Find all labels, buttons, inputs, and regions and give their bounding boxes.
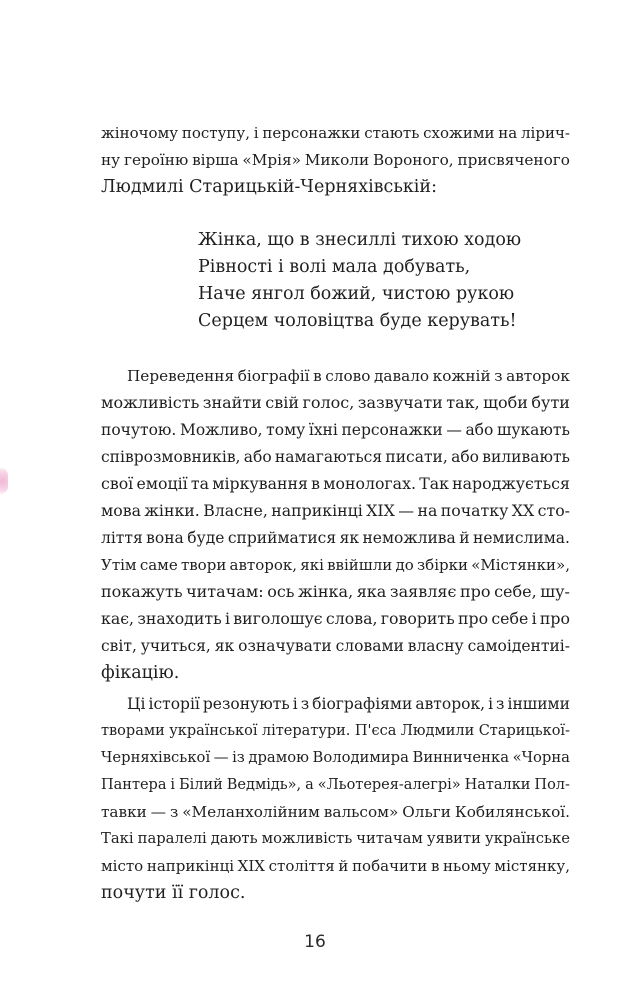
text-line xyxy=(101,526,570,550)
word: ньому xyxy=(443,857,491,875)
word: героїню xyxy=(123,151,189,169)
word: ну xyxy=(101,151,121,169)
word: початку xyxy=(440,501,509,520)
text-line xyxy=(101,445,570,469)
word: мова xyxy=(101,501,141,520)
word: Можливо, xyxy=(179,421,263,439)
word: щоби xyxy=(483,393,528,412)
text-line: Людмилі Старицькій-Черняхівській: xyxy=(101,177,437,197)
word: про xyxy=(459,582,491,601)
word: Ці xyxy=(127,695,146,713)
word: біографії xyxy=(237,367,310,385)
text-line xyxy=(101,472,570,496)
word: їхні xyxy=(308,421,338,439)
edge-color-mark xyxy=(0,468,8,494)
word: давало xyxy=(374,367,430,385)
word: паралелі xyxy=(137,830,207,847)
word: авторок, xyxy=(229,556,298,574)
word: Утім xyxy=(101,556,137,574)
word: з xyxy=(496,695,505,713)
word: сприйматися xyxy=(227,529,337,547)
word: тому xyxy=(266,421,306,439)
text-line xyxy=(101,719,570,743)
word: намагаються xyxy=(274,448,383,466)
word: знаходить xyxy=(137,609,222,628)
word: ХІХ xyxy=(366,501,395,520)
text-line xyxy=(101,827,570,851)
word: які xyxy=(300,556,324,574)
word: вальсом» xyxy=(323,803,399,821)
word: «Чорна xyxy=(512,749,570,766)
word: вона xyxy=(146,529,184,547)
word: свої xyxy=(101,474,134,493)
word: бути xyxy=(531,393,570,412)
word: стають xyxy=(364,124,420,142)
word: авторок xyxy=(506,367,570,385)
word: і xyxy=(292,695,298,713)
word: яка xyxy=(356,582,387,601)
word: на xyxy=(498,124,518,142)
word: заявляє xyxy=(389,582,457,601)
word: Миколи xyxy=(304,151,370,169)
word: самоідентиі- xyxy=(467,637,570,655)
word: власну xyxy=(407,637,464,655)
word: схожими xyxy=(423,124,495,142)
word: говорить xyxy=(380,609,455,628)
word: і xyxy=(488,695,494,713)
word: Ольги xyxy=(402,803,451,821)
word: присвяченого xyxy=(457,151,570,169)
text-line xyxy=(101,553,570,577)
word: драмою xyxy=(248,749,309,766)
word: або xyxy=(451,448,479,466)
page-number: 16 xyxy=(304,932,326,952)
word: Ведмідь», xyxy=(226,777,302,793)
word: та xyxy=(190,474,210,493)
word: жінка, xyxy=(298,582,354,601)
word: в xyxy=(430,857,440,875)
word: наприкінці xyxy=(146,857,235,875)
word: «Містянки», xyxy=(471,556,570,574)
word: дають xyxy=(210,830,258,847)
word: Старицької- xyxy=(478,723,570,739)
word: емоції xyxy=(136,474,188,493)
word: шукають xyxy=(496,421,570,439)
word: персонажки xyxy=(341,421,443,439)
text-line xyxy=(101,418,570,442)
word: ліття xyxy=(101,529,143,547)
text-line xyxy=(101,391,570,415)
text-line xyxy=(101,746,570,770)
word: місто xyxy=(101,857,144,875)
verse-line: Рівності і волі мала добувать, xyxy=(198,257,471,277)
word: ось xyxy=(267,582,295,601)
word: резонують xyxy=(202,695,290,713)
word: себе, xyxy=(494,582,537,601)
word: Так xyxy=(419,474,449,493)
text-line xyxy=(101,580,570,604)
word: кає, xyxy=(101,609,135,628)
word: містянку, xyxy=(494,857,570,875)
verse-line: Серцем чоловіцтва буде керувать! xyxy=(198,311,517,331)
word: і xyxy=(224,609,230,628)
word: — xyxy=(213,749,229,766)
word: на xyxy=(417,501,438,520)
word: голос, xyxy=(302,393,355,412)
text-line xyxy=(101,800,570,824)
word: Черняхівської xyxy=(101,749,211,766)
word: читачам xyxy=(356,830,423,847)
text-line: почути її голос. xyxy=(101,883,246,903)
word: як xyxy=(339,529,360,547)
word: почутою. xyxy=(101,421,177,439)
word: немислима. xyxy=(472,529,570,547)
word: ХІХ xyxy=(237,857,265,875)
word: із xyxy=(232,749,245,766)
word: збірки xyxy=(416,556,468,574)
word: учиться, xyxy=(140,637,211,655)
word: Володимира xyxy=(312,749,409,766)
word: читачам: xyxy=(186,582,264,601)
word: означувати xyxy=(238,637,332,655)
word: ввійшли xyxy=(327,556,393,574)
word: століття xyxy=(268,857,335,875)
word: — xyxy=(150,803,166,821)
word: знайти xyxy=(202,393,262,412)
word: можливість xyxy=(101,393,200,412)
word: міркування xyxy=(212,474,308,493)
word: Пантера xyxy=(101,777,167,793)
word: — xyxy=(446,421,462,439)
word: української xyxy=(169,723,258,739)
word: поступу, xyxy=(181,124,251,142)
word: лірич- xyxy=(521,124,570,142)
word: буде xyxy=(187,529,225,547)
word: історії xyxy=(148,695,200,713)
word: біографіями xyxy=(312,695,413,713)
word: в xyxy=(313,367,322,385)
word: народжується xyxy=(452,474,570,493)
word: Людмили xyxy=(400,723,475,739)
word: авторок, xyxy=(415,695,486,713)
word: твори xyxy=(180,556,227,574)
word: жінки. xyxy=(144,501,200,520)
word: з xyxy=(494,367,503,385)
text-line xyxy=(101,773,570,797)
verse-line: Жінка, що в знесиллі тихою ходою xyxy=(198,230,522,250)
word: «Меланхолійним xyxy=(182,803,320,821)
text-line xyxy=(127,364,570,388)
text-line xyxy=(101,607,570,631)
word: покажуть xyxy=(101,582,183,601)
word: неможлива xyxy=(362,529,456,547)
word: Білий xyxy=(179,777,223,793)
verse-line: Наче янгол божий, чистою рукою xyxy=(198,284,515,304)
word: як xyxy=(214,637,235,655)
word: слова, xyxy=(325,609,378,628)
word: монологах. xyxy=(323,474,416,493)
word: — xyxy=(398,501,415,520)
word: й xyxy=(459,529,470,547)
word: про xyxy=(539,609,570,628)
word: до xyxy=(395,556,414,574)
word: співрозмовників, xyxy=(101,448,241,466)
word: і xyxy=(531,609,537,628)
word: можливість xyxy=(261,830,353,847)
text-line xyxy=(101,854,570,878)
word: так, xyxy=(446,393,480,412)
word: творами xyxy=(101,723,165,739)
word: уявити xyxy=(426,830,482,847)
word: Власне, xyxy=(203,501,268,520)
word: про xyxy=(457,609,489,628)
word: в xyxy=(311,474,321,493)
verse-quote xyxy=(198,228,521,336)
word: Переведення xyxy=(127,367,235,385)
word: й xyxy=(338,857,349,875)
word: Пол- xyxy=(534,777,570,793)
word: Вороного, xyxy=(372,151,454,169)
text-line xyxy=(101,148,570,172)
word: шу- xyxy=(540,582,570,601)
word: літератури. xyxy=(261,723,351,739)
word: Такі xyxy=(101,830,134,847)
word: Наталки xyxy=(464,777,531,793)
word: писати, xyxy=(385,448,448,466)
word: «Мрія» xyxy=(242,151,301,169)
word: себе xyxy=(491,609,529,628)
text-line xyxy=(101,499,570,523)
word: і xyxy=(253,124,259,142)
word: П'єса xyxy=(354,723,397,739)
text-line: фікацію. xyxy=(101,663,180,683)
word: «Льотерея-алегрі» xyxy=(317,777,461,793)
word: Винниченка xyxy=(412,749,510,766)
word: виливають xyxy=(482,448,570,466)
text-line xyxy=(127,692,570,716)
text-line xyxy=(101,121,570,145)
word: виголошує xyxy=(233,609,323,628)
word: наприкінці xyxy=(271,501,363,520)
word: а xyxy=(305,777,314,793)
word: світ, xyxy=(101,637,137,655)
word: словами xyxy=(335,637,404,655)
word: тавки xyxy=(101,803,147,821)
word: персонажки xyxy=(262,124,361,142)
word: жіночому xyxy=(101,124,179,142)
word: свій xyxy=(265,393,300,412)
word: з xyxy=(169,803,179,821)
word: саме xyxy=(139,556,178,574)
word: кожній xyxy=(432,367,491,385)
text-line xyxy=(101,634,570,658)
word: або xyxy=(243,448,272,466)
word: українське xyxy=(485,830,570,847)
word: Кобилянської. xyxy=(454,803,570,821)
word: зазвучати xyxy=(357,393,443,412)
word: ХХ xyxy=(511,501,535,520)
word: або xyxy=(465,421,494,439)
word: слово xyxy=(325,367,371,385)
word: вірша xyxy=(192,151,239,169)
word: і xyxy=(170,777,176,793)
word: з xyxy=(300,695,310,713)
word: побачити xyxy=(352,857,428,875)
word: сто- xyxy=(537,501,570,520)
word: іншими xyxy=(507,695,570,713)
